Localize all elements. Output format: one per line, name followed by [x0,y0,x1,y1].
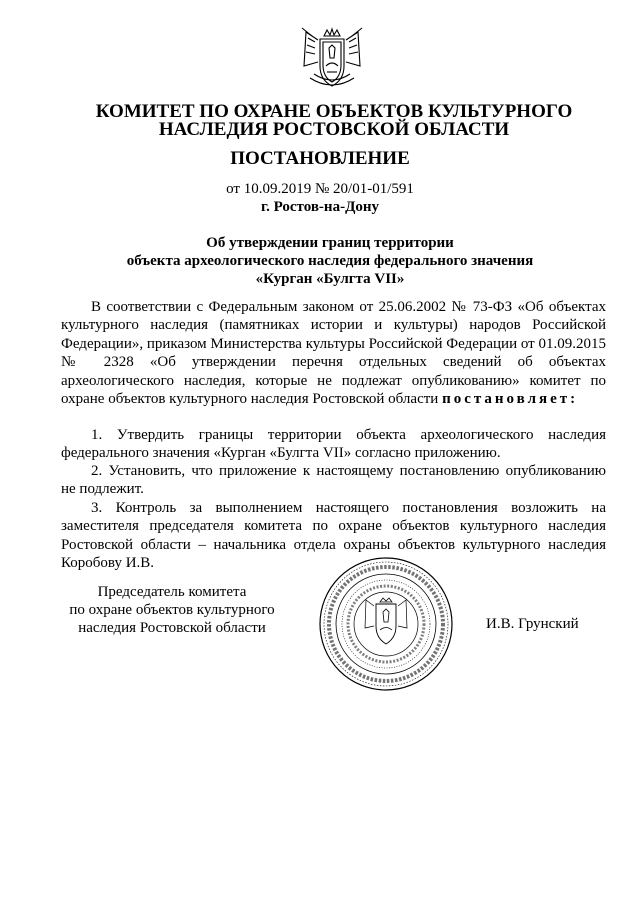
document-city: г. Ростов-на-Дону [260,199,380,215]
document-date-number: от 10.09.2019 № 20/01-01/591 [226,181,414,197]
position-line-2: по охране объектов культурного [69,602,275,618]
org-line-1: КОМИТЕТ ПО ОХРАНЕ ОБЪЕКТОВ КУЛЬТУРНОГО [95,101,573,122]
item-2: 2. Установить, что приложение к настоящему постановлению опубликованию не подлежит. [61,463,606,498]
preamble-text: В соответствии с Федеральным законом от 25.06.2002 № 73-ФЗ «Об объектах культурного наследия (памятниках истории и культуры) народов Российской Федерации», приказом Министерства культуры Российской Федерации от 01.09.2015 № 2328 «Об утверждении перечня отдельных сведений об объектах археологического наследия, которые не подлежат опубликованию» комитет по охране объектов культурного наследия Ростовской области [61,299,606,408]
org-line-2: НАСЛЕДИЯ РОСТОВСКОЙ ОБЛАСТИ [158,119,510,140]
resolves-word: постановляет: [442,391,579,408]
preamble-paragraph [61,298,606,408]
organization-name [60,103,608,139]
subject-line-3: «Курган «Булгта VII» [255,271,405,287]
document-subject [100,234,560,288]
position-line-3: наследия Ростовской области [78,620,266,636]
official-seal-icon [318,556,454,692]
subject-line-1: Об утверждении границ территории [206,235,454,251]
subject-line-2: объекта археологического наследия федерального значения [126,253,534,269]
signatory-position [61,583,283,637]
signatory-name: И.В. Грунский [486,616,579,632]
item-3: 3. Контроль за выполнением настоящего постановления возложить на заместителя председателя комитета по охране объектов культурного наследия Ростовской области – начальника отдела охраны объектов культурного наследия Коробову И.В. [61,500,606,572]
document-type: ПОСТАНОВЛЕНИЕ [230,148,410,169]
item-1: 1. Утвердить границы территории объекта археологического наследия федерального значения «Курган «Булгта VII» согласно приложению. [61,427,606,462]
coat-of-arms-icon [296,26,368,94]
position-line-1: Председатель комитета [97,584,247,600]
